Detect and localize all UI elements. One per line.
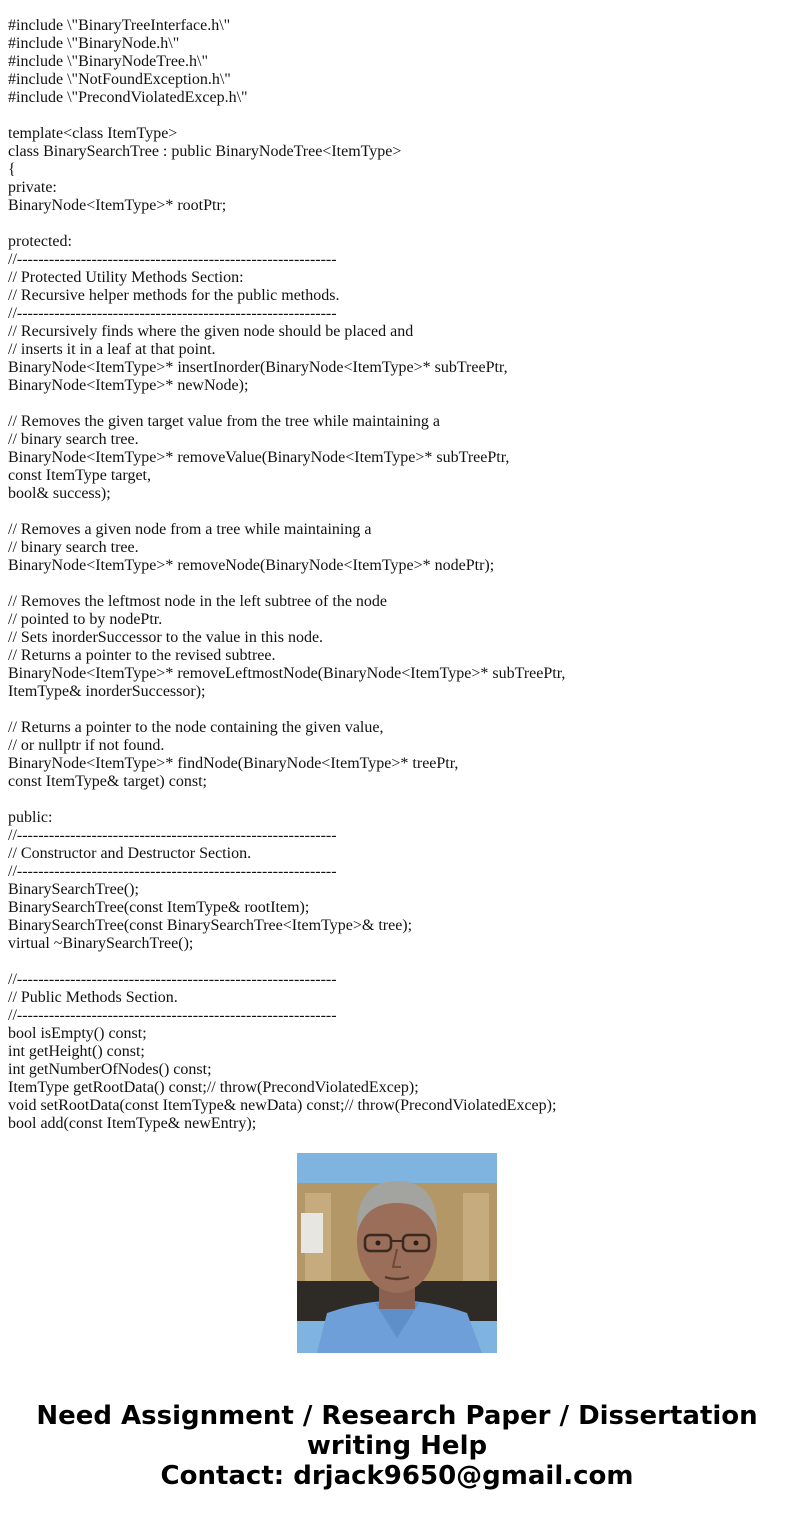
- code-line: // inserts it in a leaf at that point.: [8, 341, 216, 358]
- promo-footer: [0, 1401, 794, 1491]
- code-line: // Constructor and Destructor Section.: [8, 845, 252, 862]
- code-line: BinaryNode<ItemType>* removeValue(BinaryNode<ItemType>* subTreePtr,: [8, 449, 510, 466]
- code-line: BinarySearchTree(const BinarySearchTree<ItemType>& tree);: [8, 917, 413, 934]
- code-line: BinarySearchTree();: [8, 881, 139, 898]
- code-line: BinaryNode<ItemType>* removeLeftmostNode(BinaryNode<ItemType>* subTreePtr,: [8, 665, 566, 682]
- code-line: BinaryNode<ItemType>* insertInorder(BinaryNode<ItemType>* subTreePtr,: [8, 359, 508, 376]
- code-line: int getNumberOfNodes() const;: [8, 1061, 212, 1078]
- code-line: #include \"BinaryTreeInterface.h\": [8, 17, 231, 34]
- code-line: BinaryNode<ItemType>* removeNode(BinaryNode<ItemType>* nodePtr);: [8, 557, 495, 574]
- code-line: BinarySearchTree(const ItemType& rootItem);: [8, 899, 310, 916]
- promo-line-2: writing Help: [306, 1431, 488, 1461]
- code-line: //------------------------------------------------------------: [8, 251, 337, 268]
- code-line: virtual ~BinarySearchTree();: [8, 935, 194, 952]
- code-line: [8, 503, 788, 521]
- code-line: bool add(const ItemType& newEntry);: [8, 1115, 257, 1132]
- code-line: // Recursive helper methods for the public methods.: [8, 287, 340, 304]
- code-line: #include \"PrecondViolatedExcep.h\": [8, 89, 248, 106]
- code-line: //------------------------------------------------------------: [8, 1007, 337, 1024]
- code-line: //------------------------------------------------------------: [8, 971, 337, 988]
- code-line: // Returns a pointer to the node containing the given value,: [8, 719, 384, 736]
- code-line: const ItemType target,: [8, 467, 151, 484]
- code-line: #include \"BinaryNodeTree.h\": [8, 53, 208, 70]
- author-avatar: [297, 1153, 497, 1353]
- code-line: [8, 215, 788, 233]
- code-line: [8, 953, 788, 971]
- code-block: [8, 17, 788, 1132]
- code-line: [8, 107, 788, 125]
- code-line: // Protected Utility Methods Section:: [8, 269, 244, 286]
- code-line: // Removes the given target value from the tree while maintaining a: [8, 413, 441, 430]
- code-line: [8, 701, 788, 719]
- code-line: #include \"BinaryNode.h\": [8, 35, 180, 52]
- code-line: const ItemType& target) const;: [8, 773, 207, 790]
- code-line: // Returns a pointer to the revised subtree.: [8, 647, 276, 664]
- code-line: // Removes the leftmost node in the left subtree of the node: [8, 593, 388, 610]
- code-line: #include \"NotFoundException.h\": [8, 71, 231, 88]
- code-line: [8, 575, 788, 593]
- code-line: template<class ItemType>: [8, 125, 178, 142]
- code-line: BinaryNode<ItemType>* findNode(BinaryNode<ItemType>* treePtr,: [8, 755, 459, 772]
- code-line: public:: [8, 809, 53, 826]
- code-line: ItemType getRootData() const;// throw(PrecondViolatedExcep);: [8, 1079, 419, 1096]
- code-line: ItemType& inorderSuccessor);: [8, 683, 206, 700]
- code-line: void setRootData(const ItemType& newData) const;// throw(PrecondViolatedExcep);: [8, 1097, 557, 1114]
- code-line: // Sets inorderSuccessor to the value in this node.: [8, 629, 324, 646]
- code-line: {: [8, 161, 16, 178]
- code-line: //------------------------------------------------------------: [8, 827, 337, 844]
- code-line: // Recursively finds where the given node should be placed and: [8, 323, 414, 340]
- code-line: //------------------------------------------------------------: [8, 305, 337, 322]
- code-line: private:: [8, 179, 57, 196]
- code-line: // Public Methods Section.: [8, 989, 178, 1006]
- code-line: //------------------------------------------------------------: [8, 863, 337, 880]
- code-line: // binary search tree.: [8, 431, 139, 448]
- code-line: // binary search tree.: [8, 539, 139, 556]
- code-line: bool isEmpty() const;: [8, 1025, 147, 1042]
- code-line: class BinarySearchTree : public BinaryNodeTree<ItemType>: [8, 143, 402, 160]
- code-line: BinaryNode<ItemType>* newNode);: [8, 377, 249, 394]
- code-line: // pointed to by nodePtr.: [8, 611, 163, 628]
- promo-line-1: Need Assignment / Research Paper / Dissertation: [36, 1401, 758, 1431]
- code-line: int getHeight() const;: [8, 1043, 145, 1060]
- code-line: bool& success);: [8, 485, 111, 502]
- contact-email: Contact: drjack9650@gmail.com: [160, 1461, 634, 1491]
- code-line: [8, 791, 788, 809]
- code-line: // or nullptr if not found.: [8, 737, 165, 754]
- portrait-image: [297, 1153, 497, 1353]
- code-line: BinaryNode<ItemType>* rootPtr;: [8, 197, 227, 214]
- code-line: // Removes a given node from a tree while maintaining a: [8, 521, 372, 538]
- code-line: [8, 395, 788, 413]
- code-line: protected:: [8, 233, 72, 250]
